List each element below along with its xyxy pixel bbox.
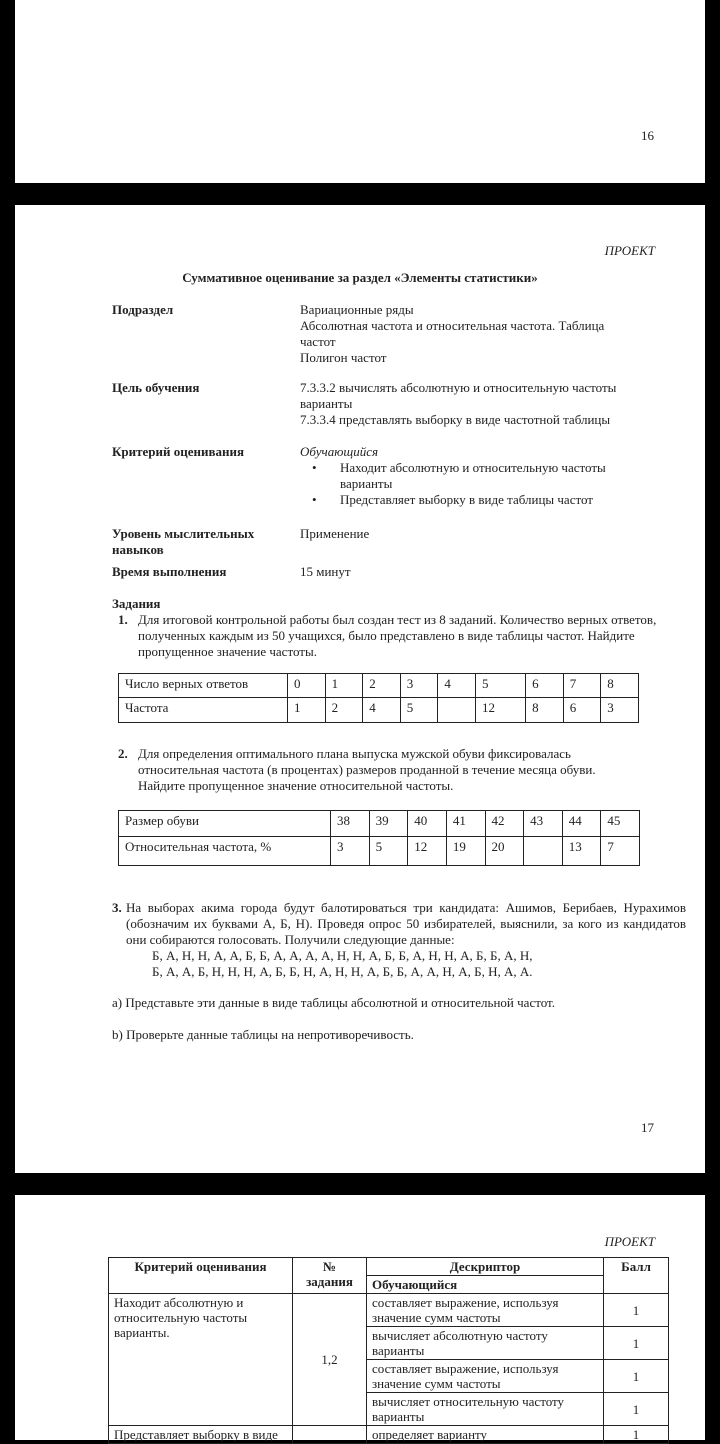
line: Полигон частот [300, 350, 387, 365]
info-value: Применение [300, 526, 370, 541]
line: частот [300, 334, 336, 349]
cell: 43 [524, 811, 563, 837]
task-text: Для определения оптимального плана выпуска мужской обуви фиксировалась относительная частота (в процентах) размеров проданной в течение месяца обуви. Найдите пропущенное значение относительной частоты. [138, 746, 596, 793]
cell: 13 [562, 837, 601, 866]
task-text: Для итоговой контрольной работы был создан тест из 8 заданий. Количество верных ответов, полученных каждым из 50 учащихся, было представлено в виде таблицы частот. Найдите пропущенное значение частоты. [138, 612, 657, 659]
page-number: 16 [641, 128, 654, 143]
cell [524, 837, 563, 866]
header-task-number: № задания [293, 1258, 367, 1294]
cell: 20 [485, 837, 524, 866]
cell [438, 698, 476, 723]
intro: Обучающийся [300, 444, 379, 459]
task-number [293, 1426, 367, 1444]
tasks-heading: Задания [112, 596, 161, 611]
project-label: ПРОЕКТ [604, 243, 655, 258]
frequency-table [118, 673, 639, 723]
cell: 1 [325, 674, 363, 698]
line: варианты [300, 396, 353, 411]
cell: 6 [563, 698, 601, 723]
cell: 5 [475, 674, 525, 698]
descriptor: вычисляет абсолютную частоту варианты [367, 1327, 604, 1360]
rubric-table [108, 1257, 669, 1444]
descriptor: составляет выражение, используя значение сумм частоты [367, 1360, 604, 1393]
info-label: Критерий оценивания [112, 444, 245, 459]
bullet: • Находит абсолютную и относительную частоты варианты [300, 460, 650, 492]
subtask-b: b) Проверьте данные таблицы на непротиворечивость. [112, 1027, 414, 1042]
cell: Частота [119, 698, 288, 723]
line: 7.3.3.2 вычислять абсолютную и относительную частоты [300, 380, 617, 395]
cell: 6 [526, 674, 564, 698]
page-18 [15, 1195, 705, 1440]
shoe-size-table [118, 810, 640, 866]
cell: 41 [446, 811, 485, 837]
cell: 4 [363, 698, 401, 723]
poll-data: Б, А, А, Б, Н, Н, Н, А, Б, Б, Н, А, Н, Н, А, Б, Б, А, А, Н, А, Б, Н, А, А. [152, 964, 533, 979]
cell: Размер обуви [119, 811, 331, 837]
subtask-a: а) Представьте эти данные в виде таблицы абсолютной и относительной частот. [112, 995, 556, 1010]
score: 1 [604, 1360, 669, 1393]
info-value [300, 380, 660, 428]
score: 1 [604, 1327, 669, 1360]
cell: 2 [325, 698, 363, 723]
page-number: 17 [641, 1120, 654, 1135]
info-label: Уровень мыслительных навыков [112, 526, 255, 557]
cell: 7 [601, 837, 640, 866]
line: Абсолютная частота и относительная частота. Таблица [300, 318, 605, 333]
info-value [300, 444, 650, 508]
cell: 7 [563, 674, 601, 698]
cell: 40 [408, 811, 447, 837]
criterion: Представляет выборку в виде [109, 1426, 293, 1444]
cell: 12 [408, 837, 447, 866]
cell: 8 [526, 698, 564, 723]
info-value [300, 302, 650, 366]
score: 1 [604, 1294, 669, 1327]
header-learner: Обучающийся [367, 1276, 604, 1294]
cell: Число верных ответов [119, 674, 288, 698]
task-text: На выборах акима города будут балотироваться три кандидата: Ашимов, Берибаев, Нурахимов (обозначим их буквами А, Б, Н). Проведя опрос 50 избирателей, выяснили, за кого из кандидатов они собираются голосовать. Получили следующие данные: [126, 900, 686, 947]
cell: 12 [475, 698, 525, 723]
task-number: 2. [118, 746, 128, 761]
poll-data: Б, А, Н, Н, А, А, Б, Б, А, А, А, А, Н, Н, А, Б, Б, А, Н, Н, А, Б, Б, А, Н, [152, 948, 533, 963]
cell: 4 [438, 674, 476, 698]
cell: 38 [331, 811, 370, 837]
info-label: Цель обучения [112, 380, 200, 395]
page-16 [15, 0, 705, 183]
line: 7.3.3.4 представлять выборку в виде частотной таблицы [300, 412, 611, 427]
cell: 3 [331, 837, 370, 866]
project-label: ПРОЕКТ [604, 1234, 655, 1249]
line: Вариационные ряды [300, 302, 414, 317]
score: 1 [604, 1393, 669, 1426]
cell: 2 [363, 674, 401, 698]
header-descriptor: Дескриптор [367, 1258, 604, 1276]
header-criterion: Критерий оценивания [109, 1258, 293, 1294]
page-title: Суммативное оценивание за раздел «Элементы статистики» [182, 270, 538, 285]
page-17 [15, 205, 705, 1173]
descriptor: составляет выражение, используя значение сумм частоты [367, 1294, 604, 1327]
cell: 45 [601, 811, 640, 837]
cell: Относительная частота, % [119, 837, 331, 866]
cell: 1 [288, 698, 326, 723]
info-label: Время выполнения [112, 564, 227, 579]
descriptor: определяет варианту [367, 1426, 604, 1444]
cell: 3 [601, 698, 639, 723]
score: 1 [604, 1426, 669, 1444]
task-number: 1,2 [293, 1294, 367, 1426]
info-label: Подраздел [112, 302, 174, 317]
criterion: Находит абсолютную и относительную частоты варианты. [109, 1294, 293, 1426]
task-number: 1. [118, 612, 128, 627]
cell: 44 [562, 811, 601, 837]
cell: 42 [485, 811, 524, 837]
cell: 5 [400, 698, 438, 723]
task-number: 3. [112, 900, 122, 915]
cell: 39 [369, 811, 408, 837]
cell: 0 [288, 674, 326, 698]
info-value: 15 минут [300, 564, 351, 579]
descriptor: вычисляет относительную частоту варианты [367, 1393, 604, 1426]
cell: 3 [400, 674, 438, 698]
bullet: • Представляет выборку в виде таблицы частот [300, 492, 650, 508]
cell: 19 [446, 837, 485, 866]
cell: 5 [369, 837, 408, 866]
header-score: Балл [604, 1258, 669, 1294]
cell: 8 [601, 674, 639, 698]
